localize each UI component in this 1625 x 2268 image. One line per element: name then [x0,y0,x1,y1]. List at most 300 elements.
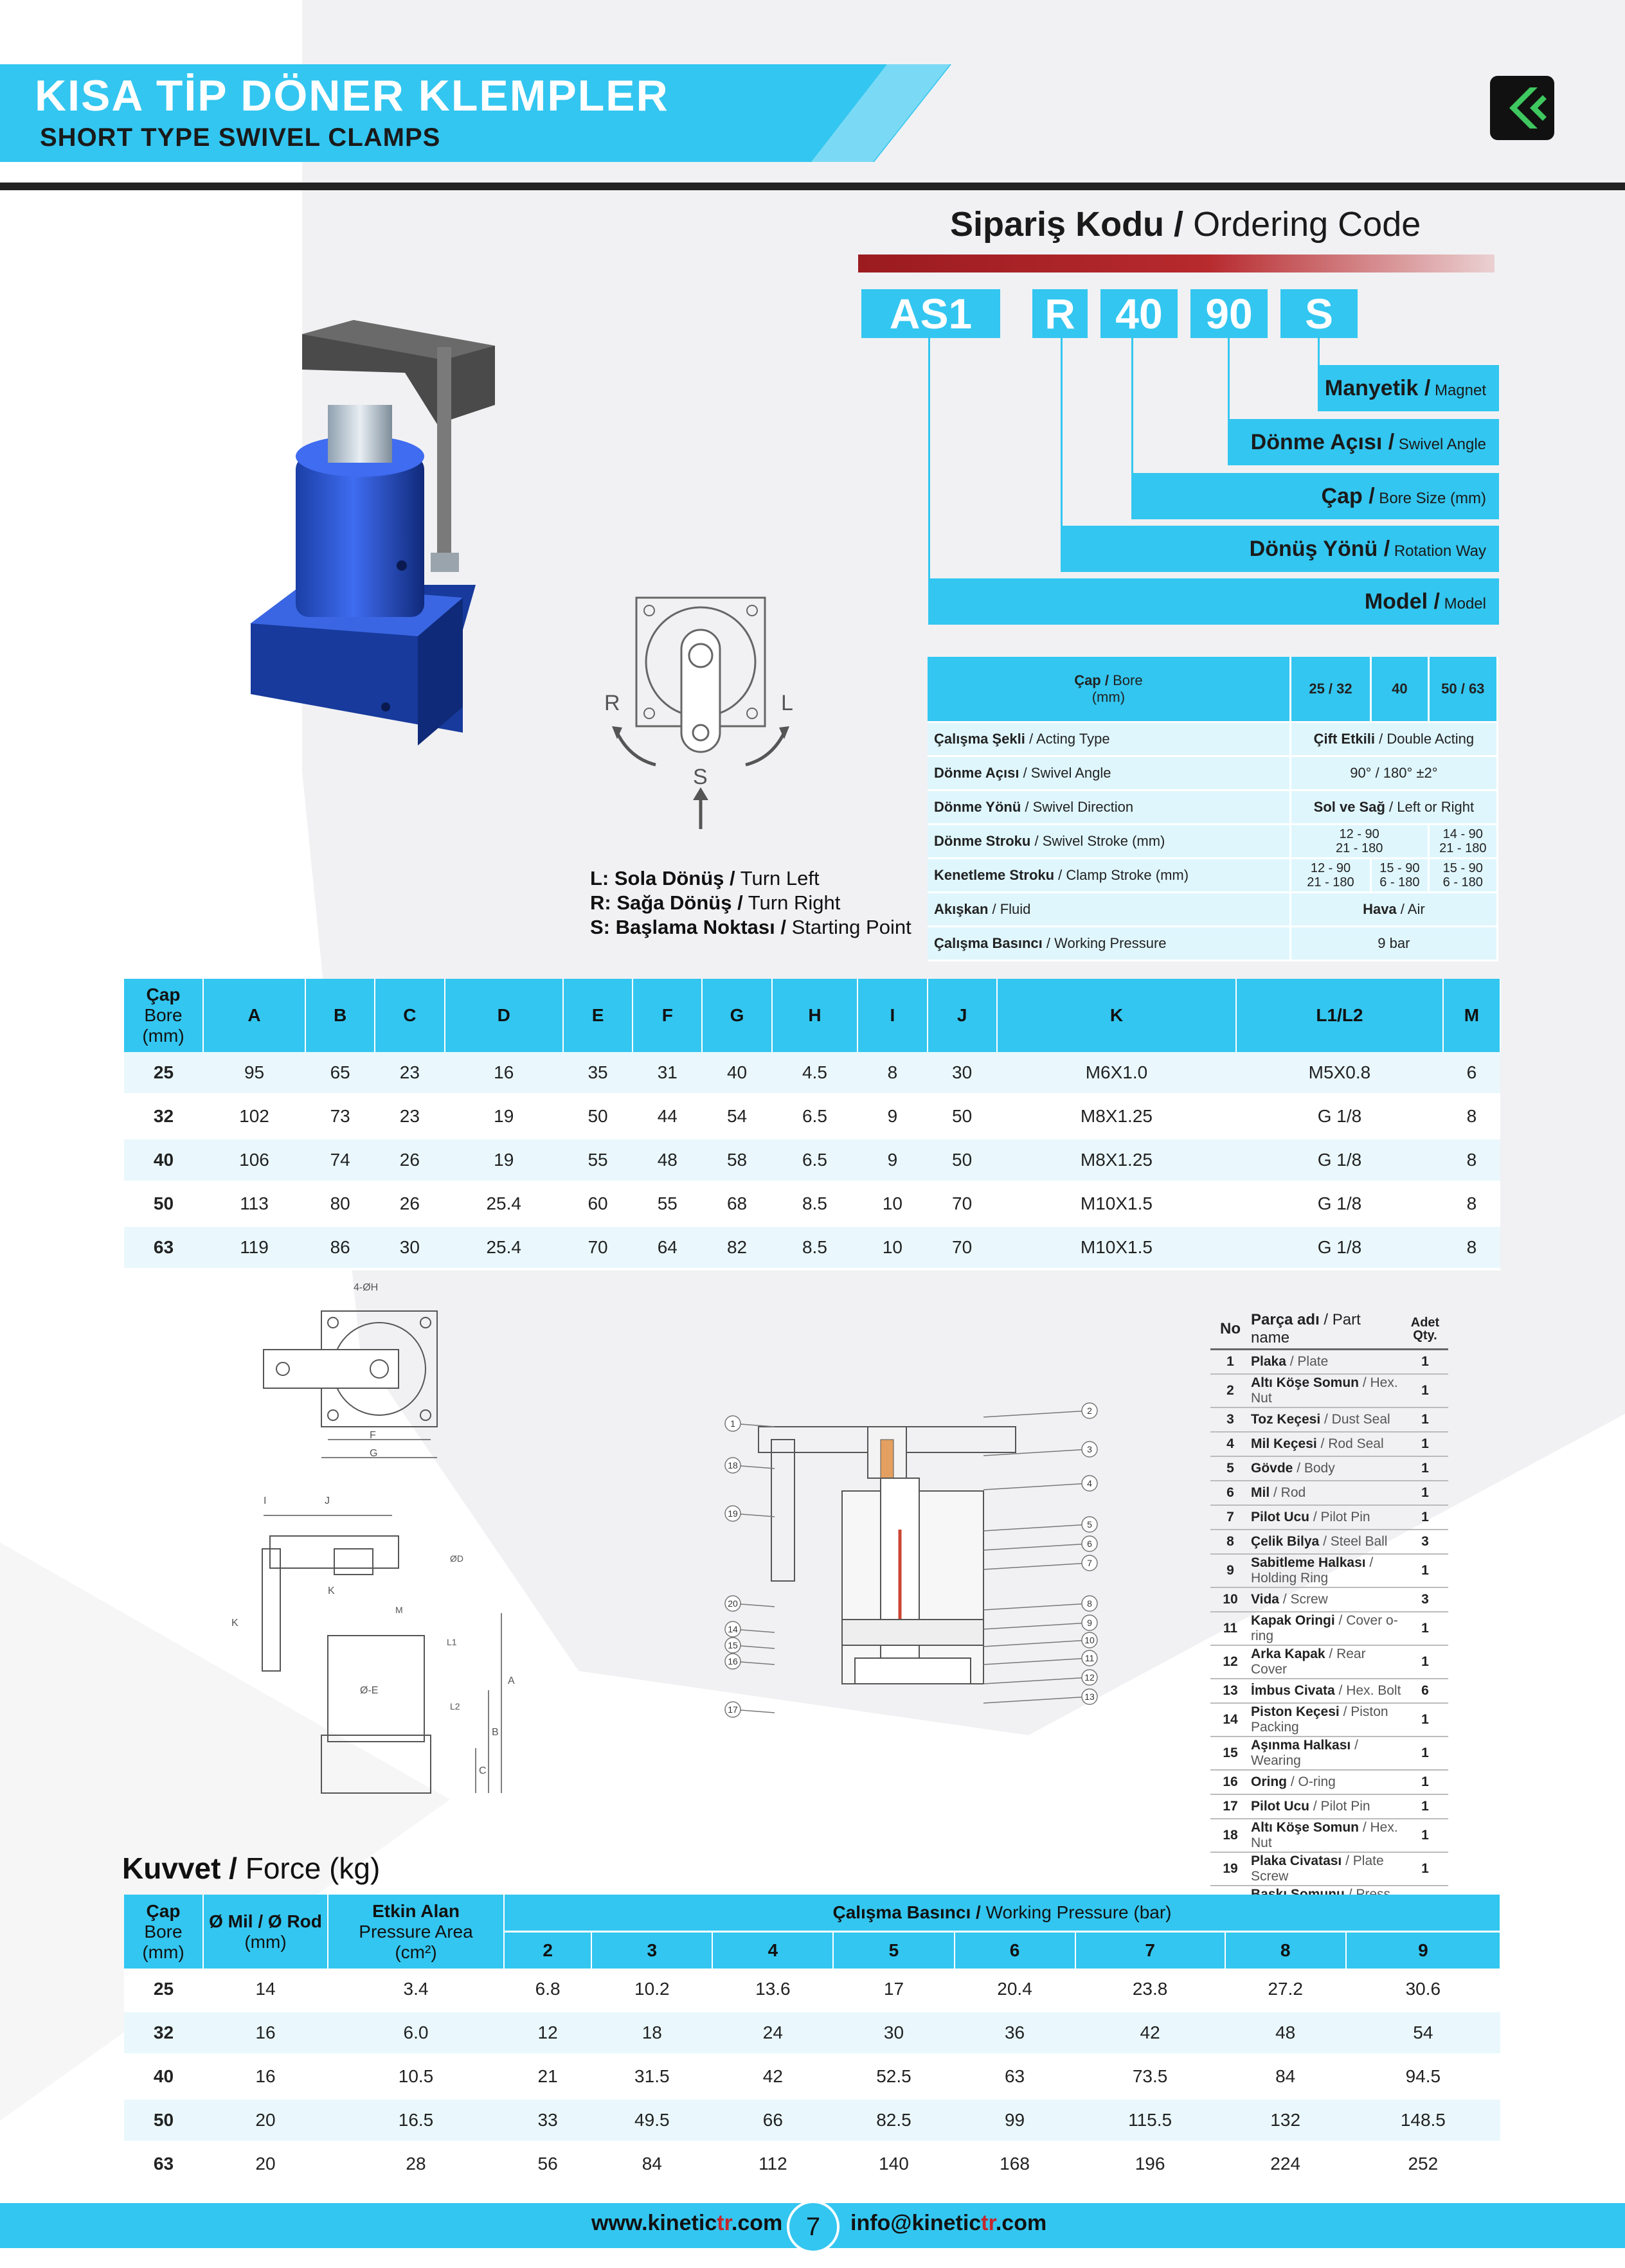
part-name-en: / Plate [1286,1354,1329,1369]
force-cell: 94.5 [1346,2055,1500,2098]
spec-row [928,722,1498,756]
part-qty: 1 [1402,1794,1448,1819]
part-name-tr: Toz Keçesi [1251,1412,1321,1427]
part-name-tr: Pilot Ucu [1251,1799,1310,1814]
force-cell: 42 [712,2055,833,2098]
part-name [1250,1374,1402,1407]
dims-cell: 31 [633,1052,702,1094]
callout-number: 20 [728,1598,738,1609]
force-cell: 27.2 [1225,1969,1346,2011]
part-no: 1 [1210,1350,1250,1375]
cross-section-drawing [714,1375,1118,1735]
force-cell: 28 [328,2142,504,2186]
parts-table [1210,1310,1448,1920]
spec-key: Dönme Stroku / Swivel Stroke (mm) [928,825,1290,859]
force-area-header: Etkin Alan Pressure Area (cm²) [328,1895,504,1969]
spec-key: Dönme Açısı / Swivel Angle [928,756,1290,790]
dims-row [124,1138,1500,1182]
force-cell: 20.4 [955,1969,1075,2011]
parts-row [1210,1350,1448,1375]
force-cell: 82.5 [833,2098,954,2142]
dims-row [124,1226,1500,1269]
dims-cell: 23 [375,1052,444,1094]
page-number: 7 [787,2201,839,2253]
force-cell: 49.5 [591,2098,712,2142]
part-no: 15 [1210,1737,1250,1770]
part-no: 4 [1210,1432,1250,1456]
dim-label-k: K [231,1618,238,1629]
parts-col-name: Parça adı / Part name [1250,1310,1402,1350]
code-rotation: R [1032,289,1088,338]
dims-cell: 65 [305,1052,375,1094]
force-cell: 10.2 [591,1969,712,2011]
parts-row [1210,1374,1448,1407]
force-cell: 112 [712,2142,833,2186]
part-no: 17 [1210,1794,1250,1819]
part-name-tr: Mil Keçesi [1251,1436,1317,1451]
force-cell: 16.5 [328,2098,504,2142]
force-row [124,2142,1500,2186]
dims-bore-cell: 32 [124,1094,203,1138]
dim-label-d: ØD [450,1553,463,1564]
part-name-en: / Rod [1270,1485,1306,1500]
force-cell: 6.8 [504,1969,591,2011]
part-name-tr: Çelik Bilya [1251,1534,1320,1549]
force-cell: 115.5 [1075,2098,1225,2142]
part-no: 3 [1210,1407,1250,1432]
force-cell: 13.6 [712,1969,833,2011]
dim-label-m: M [395,1605,403,1615]
part-qty: 1 [1402,1703,1448,1737]
top-view-drawing [257,1279,450,1485]
callout-number: 4 [1087,1478,1092,1488]
force-cell: 66 [712,2098,833,2142]
part-qty: 1 [1402,1819,1448,1852]
dims-cell: 44 [633,1094,702,1138]
dims-bore-cell: 63 [124,1226,203,1269]
parts-row [1210,1819,1448,1852]
force-cell: 20 [203,2098,328,2142]
label-swivel-angle: Dönme Açısı / Swivel Angle [1228,419,1499,465]
dim-label-e: Ø-E [360,1685,379,1696]
force-row [124,2011,1500,2055]
spec-bore-col: 40 [1371,657,1428,722]
diagram-label-r: R [604,691,620,715]
force-cell: 42 [1075,2011,1225,2055]
part-name [1250,1703,1402,1737]
part-name-tr: Mil [1251,1485,1270,1500]
part-no: 2 [1210,1374,1250,1407]
spec-key: Dönme Yönü / Swivel Direction [928,790,1290,825]
callout-number: 11 [1084,1653,1095,1663]
parts-row [1210,1407,1448,1432]
part-qty: 1 [1402,1481,1448,1505]
part-name-en: / Body [1293,1461,1335,1476]
force-row [124,2055,1500,2098]
force-pressure-col: 8 [1225,1932,1346,1969]
part-name [1250,1587,1402,1612]
spec-value: 12 - 90 21 - 180 [1290,859,1370,893]
footer-email[interactable]: info@kinetictr.com [850,2211,1047,2235]
ordering-code-title: Sipariş Kodu / Ordering Code [950,205,1421,244]
part-name-tr: Pilot Ucu [1251,1510,1310,1524]
parts-row [1210,1679,1448,1703]
part-qty: 1 [1402,1737,1448,1770]
dims-cell: 54 [702,1094,771,1138]
force-cell: 30 [833,2011,954,2055]
dim-label-i: I [264,1496,267,1506]
part-no: 16 [1210,1770,1250,1794]
dims-cell: 50 [928,1094,997,1138]
force-cell: 54 [1346,2011,1500,2055]
spec-bore-header: Çap / Bore (mm) [928,657,1290,722]
dims-cell: M10X1.5 [997,1226,1236,1269]
dim-label-l1: L1 [447,1637,457,1647]
callout-number: 7 [1087,1558,1092,1568]
force-bore-cell: 32 [124,2011,203,2055]
force-cell: 140 [833,2142,954,2186]
dims-cell: 25.4 [445,1182,563,1226]
part-no: 6 [1210,1481,1250,1505]
dims-cell: 6.5 [772,1094,858,1138]
spec-key: Çalışma Şekli / Acting Type [928,722,1290,756]
dims-bore-header: Çap Bore (mm) [124,979,203,1052]
dims-bore-cell: 40 [124,1138,203,1182]
part-no: 12 [1210,1645,1250,1679]
part-qty: 6 [1402,1679,1448,1703]
part-qty: 1 [1402,1852,1448,1886]
part-name-tr: Sabitleme Halkası [1251,1555,1366,1570]
dims-bore-cell: 25 [124,1052,203,1094]
callouts-right [983,1403,1097,1704]
dim-label-holes: 4-ØH [354,1282,379,1293]
part-name-en: / Wearing [1251,1738,1358,1768]
dims-col-header: I [857,979,927,1052]
spec-value: Sol ve Sağ / Left or Right [1290,790,1497,825]
part-qty: 1 [1402,1456,1448,1481]
code-model: AS1 [861,289,1000,338]
dims-cell: 73 [305,1094,375,1138]
force-cell: 73.5 [1075,2055,1225,2098]
force-pressure-col: 2 [504,1932,591,1969]
code-connector [1061,338,1063,550]
spec-row [928,790,1498,825]
callouts-left [725,1416,775,1717]
dims-cell: 25.4 [445,1226,563,1269]
callout-number: 9 [1087,1618,1092,1628]
callout-number: 16 [728,1656,738,1666]
force-pressure-col: 4 [712,1932,833,1969]
parts-col-no: No [1210,1310,1250,1350]
force-pressure-col: 9 [1346,1932,1500,1969]
dims-cell: 30 [928,1052,997,1094]
parts-row [1210,1612,1448,1645]
force-table [124,1895,1501,2187]
dims-cell: 8 [1443,1182,1500,1226]
dims-cell: 8 [1443,1226,1500,1269]
page-title: KISA TİP DÖNER KLEMPLER [35,71,669,120]
dims-cell: 113 [203,1182,305,1226]
part-name-en: / Screw [1279,1592,1328,1607]
force-row [124,2098,1500,2142]
part-name-en: / Hex. Nut [1251,1820,1398,1850]
callout-number: 17 [728,1704,738,1715]
dims-col-header: H [772,979,858,1052]
legend-item: L: Sola Dönüş / Turn Left [590,867,820,889]
spec-key: Kenetleme Stroku / Clamp Stroke (mm) [928,859,1290,893]
part-qty: 1 [1402,1770,1448,1794]
brand-logo [1490,76,1554,140]
spec-row [928,756,1498,790]
force-cell: 33 [504,2098,591,2142]
dims-col-header: E [563,979,633,1052]
dims-cell: 95 [203,1052,305,1094]
dims-col-header: K [997,979,1236,1052]
dims-col-header: C [375,979,444,1052]
dims-row [124,1094,1500,1138]
dims-cell: M5X0.8 [1236,1052,1443,1094]
part-name-tr: Altı Köşe Somun [1251,1820,1360,1835]
dim-label-g: G [370,1448,378,1459]
dims-cell: 55 [633,1182,702,1226]
parts-row [1210,1432,1448,1456]
code-connector [928,338,930,603]
dims-row [124,1182,1500,1226]
force-cell: 31.5 [591,2055,712,2098]
dims-cell: 19 [445,1094,563,1138]
dims-cell: 9 [857,1138,927,1182]
spec-bore-col: 50 / 63 [1428,657,1497,722]
force-bore-cell: 63 [124,2142,203,2186]
force-cell: 30.6 [1346,1969,1500,2011]
dims-cell: 23 [375,1094,444,1138]
force-cell: 252 [1346,2142,1500,2186]
part-name-tr: Plaka Civatası [1251,1853,1342,1868]
spec-row [928,927,1498,961]
clamp-product-image [244,308,514,746]
label-bore-size: Çap / Bore Size (mm) [1131,473,1499,519]
parts-row [1210,1505,1448,1530]
dims-cell: 6.5 [772,1138,858,1182]
dims-cell: 60 [563,1182,633,1226]
parts-row [1210,1794,1448,1819]
part-name-en: / Pilot Pin [1309,1510,1370,1524]
kinetic-logo-icon [1490,76,1554,140]
spec-value: 9 bar [1290,927,1497,961]
part-name-tr: Arka Kapak [1251,1647,1325,1661]
force-cell: 224 [1225,2142,1346,2186]
header-divider [0,183,1625,190]
part-name [1250,1794,1402,1819]
dims-col-header: L1/L2 [1236,979,1443,1052]
force-pressure-col: 6 [955,1932,1075,1969]
callout-number: 12 [1084,1672,1095,1683]
part-name-tr: Gövde [1251,1461,1293,1476]
spec-row [928,859,1498,893]
part-no: 10 [1210,1587,1250,1612]
dims-cell: 6 [1443,1052,1500,1094]
spec-table [928,657,1498,961]
force-cell: 84 [591,2142,712,2186]
part-name-tr: Vida [1251,1592,1279,1607]
part-qty: 3 [1402,1530,1448,1554]
force-cell: 56 [504,2142,591,2186]
ordering-code-bar [858,254,1495,272]
parts-row [1210,1530,1448,1554]
dims-cell: 8.5 [772,1226,858,1269]
callout-number: 3 [1087,1444,1092,1454]
dim-label-j: J [325,1496,330,1506]
dim-label-f: F [370,1430,376,1441]
parts-row [1210,1456,1448,1481]
part-name-en: / Steel Ball [1319,1534,1388,1549]
force-cell: 148.5 [1346,2098,1500,2142]
parts-row [1210,1587,1448,1612]
dims-cell: M8X1.25 [997,1138,1236,1182]
part-name-en: / Hex. Nut [1251,1375,1398,1406]
force-cell: 23.8 [1075,1969,1225,2011]
dims-cell: G 1/8 [1236,1226,1443,1269]
part-name-en: / Cover o-ring [1251,1613,1398,1643]
dims-cell: 26 [375,1138,444,1182]
side-view-drawing [231,1491,534,1799]
parts-row [1210,1852,1448,1886]
part-no: 13 [1210,1679,1250,1703]
part-name-tr: Plaka [1251,1354,1286,1369]
callout-number: 5 [1087,1519,1092,1530]
dims-cell: 10 [857,1182,927,1226]
force-bore-cell: 50 [124,2098,203,2142]
spec-key: Akışkan / Fluid [928,893,1290,927]
force-cell: 20 [203,2142,328,2186]
part-qty: 1 [1402,1432,1448,1456]
legend-item: S: Başlama Noktası / Starting Point [590,916,911,938]
dim-label-l2: L2 [450,1701,460,1711]
part-name-tr: Aşınma Halkası [1251,1738,1351,1753]
code-angle: 90 [1190,289,1268,338]
force-cell: 24 [712,2011,833,2055]
force-cell: 48 [1225,2011,1346,2055]
dims-cell: 48 [633,1138,702,1182]
callout-number: 8 [1087,1598,1092,1609]
code-bore: 40 [1100,289,1178,338]
dims-cell: 70 [563,1226,633,1269]
part-qty: 1 [1402,1374,1448,1407]
parts-header-row [1210,1310,1448,1350]
part-qty: 1 [1402,1407,1448,1432]
part-name-en: / O-ring [1287,1774,1336,1789]
force-pressure-col: 7 [1075,1932,1225,1969]
force-pressure-col: 3 [591,1932,712,1969]
dims-cell: 9 [857,1094,927,1138]
callout-number: 1 [730,1418,735,1429]
dims-cell: 35 [563,1052,633,1094]
dims-cell: 55 [563,1138,633,1182]
callout-number: 19 [728,1508,738,1519]
dims-cell: 30 [375,1226,444,1269]
dims-cell: 40 [702,1052,771,1094]
label-model: Model / Model [928,578,1499,625]
dims-col-header: F [633,979,702,1052]
force-cell: 52.5 [833,2055,954,2098]
part-qty: 1 [1402,1350,1448,1375]
part-name [1250,1737,1402,1770]
dims-cell: 4.5 [772,1052,858,1094]
part-name [1250,1679,1402,1703]
diagram-label-s: S [693,765,708,789]
force-cell: 16 [203,2011,328,2055]
dim-label-k: K [328,1585,335,1596]
part-name-en: / Dust Seal [1320,1412,1390,1427]
part-name [1250,1612,1402,1645]
dims-cell: 8 [857,1052,927,1094]
part-name-en: / Piston Packing [1251,1704,1388,1735]
parts-row [1210,1481,1448,1505]
part-name-tr: Altı Köşe Somun [1251,1375,1360,1390]
dim-label-b: B [492,1727,499,1738]
force-title: Kuvvet / Force (kg) [122,1852,381,1885]
parts-row [1210,1770,1448,1794]
force-cell: 196 [1075,2142,1225,2186]
part-no: 5 [1210,1456,1250,1481]
force-cell: 168 [955,2142,1075,2186]
parts-row [1210,1645,1448,1679]
part-qty: 1 [1402,1645,1448,1679]
part-no: 9 [1210,1554,1250,1587]
dims-header-row [124,979,1500,1052]
dims-cell: G 1/8 [1236,1138,1443,1182]
dims-cell: M8X1.25 [997,1094,1236,1138]
dims-cell: 10 [857,1226,927,1269]
dims-cell: 50 [563,1094,633,1138]
dims-cell: 26 [375,1182,444,1226]
parts-col-qty: Adet Qty. [1402,1310,1448,1350]
part-qty: 1 [1402,1554,1448,1587]
force-bore-header: Çap Bore (mm) [124,1895,203,1969]
force-cell: 84 [1225,2055,1346,2098]
dims-cell: M10X1.5 [997,1182,1236,1226]
part-no: 11 [1210,1612,1250,1645]
footer-website[interactable]: www.kinetictr.com [591,2211,783,2235]
dims-cell: G 1/8 [1236,1182,1443,1226]
part-no: 18 [1210,1819,1250,1852]
part-name [1250,1852,1402,1886]
dims-bore-cell: 50 [124,1182,203,1226]
part-name [1250,1770,1402,1794]
callout-number: 18 [728,1460,738,1470]
part-name-en: / Holding Ring [1251,1555,1374,1585]
spec-header-row [928,657,1498,722]
dims-cell: 58 [702,1138,771,1182]
callout-number: 15 [728,1640,738,1650]
rotation-diagram [598,591,804,835]
dims-row [124,1052,1500,1094]
spec-row [928,825,1498,859]
dims-cell: 16 [445,1052,563,1094]
dims-cell: 70 [928,1182,997,1226]
dims-cell: 74 [305,1138,375,1182]
force-pressure-header: Çalışma Basıncı / Working Pressure (bar) [504,1895,1500,1932]
spec-bore-col: 25 / 32 [1290,657,1370,722]
parts-row [1210,1703,1448,1737]
spec-value: 90° / 180° ±2° [1290,756,1497,790]
part-name-en: / Hex. Bolt [1334,1683,1401,1698]
parts-row [1210,1737,1448,1770]
part-qty: 3 [1402,1587,1448,1612]
force-row [124,1969,1500,2011]
label-magnet: Manyetik / Magnet [1318,365,1499,411]
part-name-tr: Kapak Oringi [1251,1613,1335,1628]
